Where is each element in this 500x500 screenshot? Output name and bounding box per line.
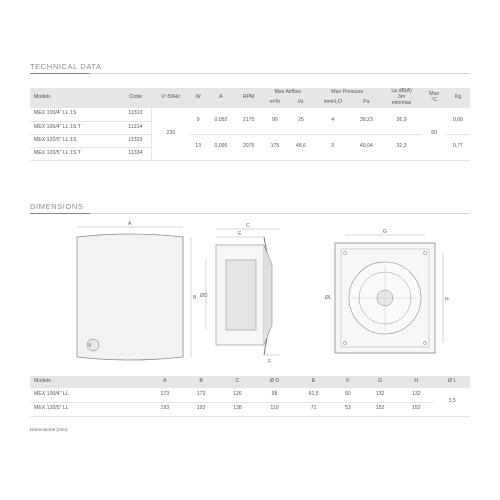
cell-code: 11313 (120, 108, 152, 121)
cell-dim-c: 126 (219, 388, 255, 402)
th-dim-h: H (398, 376, 434, 388)
dimensions-unit-note: Dimensions (mm) (30, 428, 68, 433)
technical-data-rule (30, 73, 470, 74)
cell-lp: 32,3 (381, 134, 423, 160)
technical-data-table (30, 88, 470, 161)
th-max-temp-unit: °C (431, 97, 438, 103)
cell-model: MEX 120/5" LL 1S T (30, 147, 120, 160)
cell-rpm: 2175 (235, 108, 261, 134)
rear-dim-l-label: ØL (325, 295, 332, 301)
th-dim-e: E (293, 376, 333, 388)
cell-code: 11333 (120, 134, 152, 147)
cell-dim-model: MEX 100/4" LL (30, 388, 147, 402)
cell-voltage: 230 (151, 108, 189, 160)
front-dim-a-label: A (128, 221, 132, 227)
cell-dim-f: 50 (334, 388, 362, 402)
cell-m3h: 90 (262, 108, 288, 134)
th-dim-l: Ø L (434, 376, 470, 388)
cell-rpm: 2075 (235, 134, 261, 160)
th-lp-label: Lp dB(A) (391, 88, 412, 95)
cell-code: 11334 (120, 147, 152, 160)
th-max-pressure: Max Pressure (314, 88, 381, 98)
th-dim-b: B (183, 376, 219, 388)
th-a: A (206, 88, 235, 108)
cell-m3h: 175 (262, 134, 288, 160)
th-airflow-m3h: m³/h (262, 98, 288, 108)
cell-dim-b: 173 (183, 388, 219, 402)
th-dim-models: Models (30, 376, 147, 388)
cell-pa: 49,04 (352, 134, 381, 160)
table-row (30, 134, 470, 147)
cell-dim-g: 152 (362, 402, 398, 416)
th-pressure-mmh2o: mmH₂O (314, 98, 352, 108)
cell-dim-l: 3,5 (434, 388, 470, 416)
side-dim-f-label: F (268, 359, 272, 365)
cell-ls: 25 (288, 108, 314, 134)
rear-view-drawing (305, 215, 455, 370)
technical-data-title: TECHNICAL DATA (30, 62, 102, 71)
front-view-drawing (55, 215, 205, 370)
side-dim-d-label: ØD (200, 293, 208, 299)
cell-dim-h: 152 (398, 402, 434, 416)
th-lp-sub1: 3m (397, 94, 406, 101)
th-max-airflow: Max Airflow (262, 88, 314, 98)
th-dim-f: F (334, 376, 362, 388)
th-rpm: RPM (235, 88, 261, 108)
th-airflow-ls: l/s (288, 98, 314, 108)
side-view-drawing (198, 215, 298, 370)
cell-dim-model: MEX 120/5" LL (30, 402, 147, 416)
th-code: Code (120, 88, 152, 108)
side-dim-c-label: C (246, 223, 250, 229)
th-dim-c: C (219, 376, 255, 388)
cell-model: MEX 120/5" LL 1S (30, 134, 120, 147)
cell-pa: 39,23 (352, 108, 381, 134)
th-voltage: V~50Hz (151, 88, 189, 108)
cell-dim-f: 53 (334, 402, 362, 416)
dimensions-title: DIMENSIONS (30, 202, 84, 211)
dimensions-table (30, 376, 470, 417)
cell-model: MEX 100/4" LL 1S (30, 108, 120, 121)
cell-kg: 0,60 (446, 108, 470, 134)
th-lp-sub2: min/max (391, 99, 412, 106)
th-max-temp-label: Max (429, 91, 440, 98)
cell-max-temp: 50 (422, 108, 445, 160)
side-dim-e-label: E (238, 231, 242, 237)
cell-dim-d: 98 (256, 388, 294, 402)
cell-dim-h: 132 (398, 388, 434, 402)
cell-dim-e: 61,5 (293, 388, 333, 402)
cell-ls: 48,6 (288, 134, 314, 160)
cell-dim-a: 173 (147, 388, 183, 402)
vortice-logo-mark: V (88, 343, 92, 349)
dimensions-rule (30, 213, 470, 214)
table-row (30, 388, 470, 402)
table-row (30, 402, 470, 416)
th-dim-g: G (362, 376, 398, 388)
rear-dim-h-label: H (445, 297, 449, 303)
rear-dim-g-label: G (383, 229, 387, 235)
cell-model: MEX 100/4" LL 1S T (30, 121, 120, 134)
cell-a: 0,052 (206, 108, 235, 134)
cell-dim-b: 193 (183, 402, 219, 416)
cell-dim-a: 193 (147, 402, 183, 416)
cell-lp: 26,9 (381, 108, 423, 134)
th-dim-a: A (147, 376, 183, 388)
cell-w: 9 (190, 108, 207, 134)
cell-mmh2o: 4 (314, 108, 352, 134)
front-dim-b-label: B (193, 295, 197, 301)
table-row (30, 108, 470, 121)
th-w: W (190, 88, 207, 108)
side-collar-shape (264, 245, 272, 345)
th-dim-d: Ø D (256, 376, 294, 388)
cell-kg: 0,77 (446, 134, 470, 160)
cell-a: 0,095 (206, 134, 235, 160)
th-kg: Kg (446, 88, 470, 108)
cell-w: 13 (190, 134, 207, 160)
th-max-temp (422, 88, 445, 108)
cell-dim-e: 71 (293, 402, 333, 416)
side-motor-shape (226, 260, 256, 330)
th-models: Models (30, 88, 120, 108)
cell-dim-g: 132 (362, 388, 398, 402)
cell-dim-d: 119 (256, 402, 294, 416)
cell-dim-c: 138 (219, 402, 255, 416)
th-lp (381, 88, 423, 108)
cell-code: 11314 (120, 121, 152, 134)
cell-mmh2o: 5 (314, 134, 352, 160)
th-pressure-pa: Pa (352, 98, 381, 108)
